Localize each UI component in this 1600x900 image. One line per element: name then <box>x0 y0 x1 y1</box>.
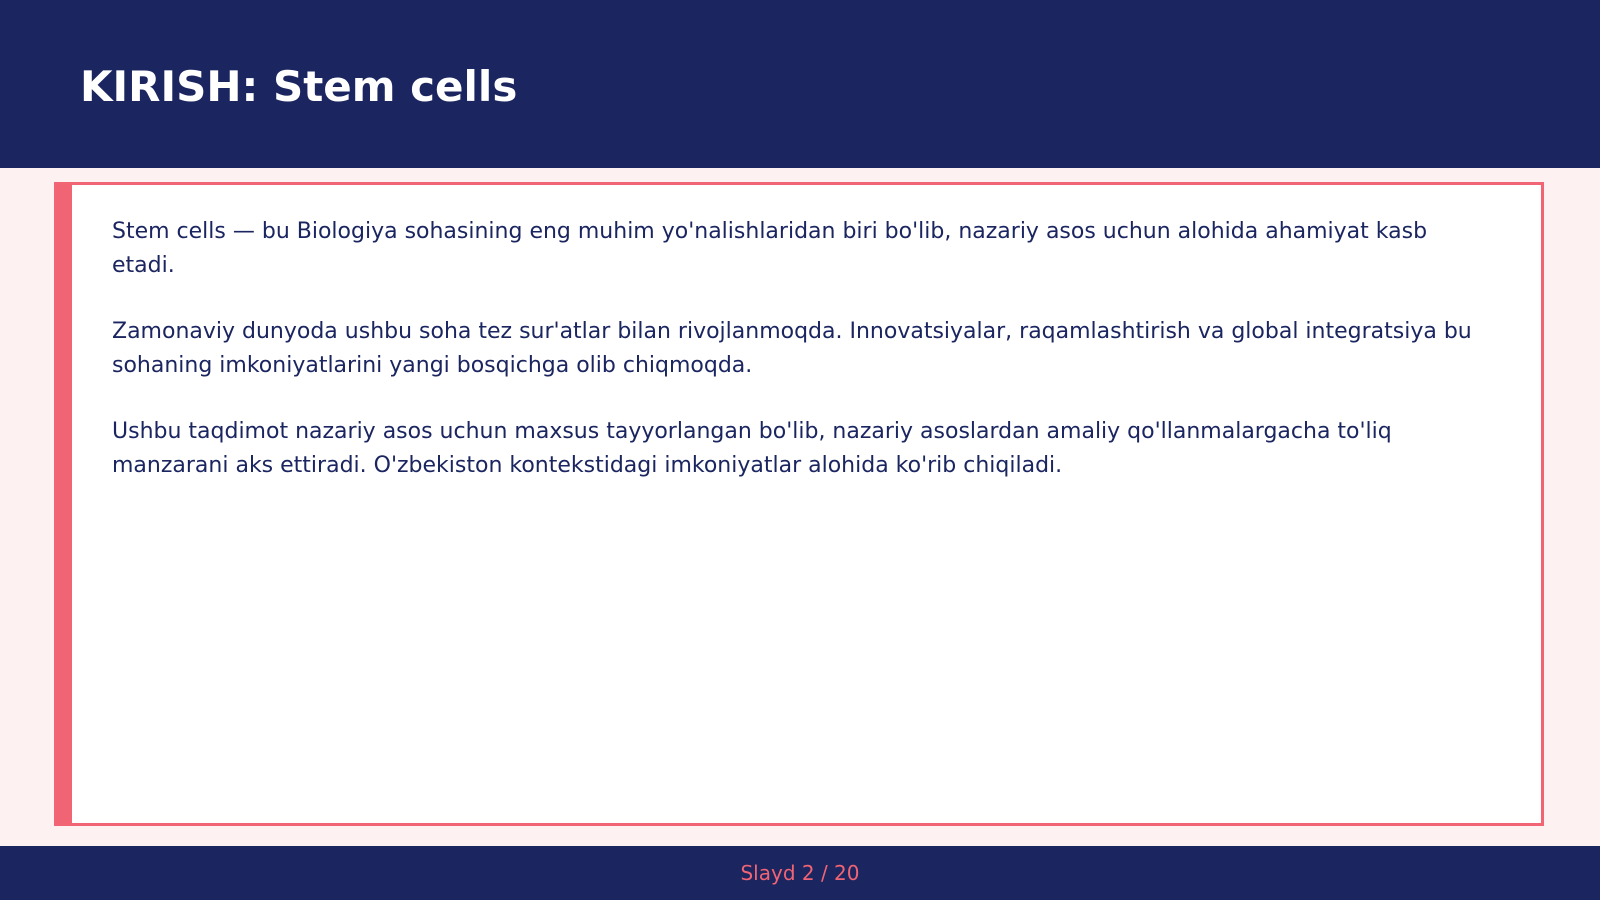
slide-header <box>0 0 1600 168</box>
paragraph-presentation-scope: Ushbu taqdimot nazariy asos uchun maxsus tayyorlangan bo'lib, nazariy asoslardan amaliy qo'llanmalargacha to'liq manzarani aks ettiradi. O'zbekiston kontekstidagi imkoniyatlar alohida ko'rib chiqiladi. <box>112 419 1392 478</box>
paragraph-modern-world: Zamonaviy dunyoda ushbu soha tez sur'atlar bilan rivojlanmoqda. Innovatsiyalar, raqamlashtirish va global integratsiya bu sohaning imkoniyatlarini yangi bosqichga olib chiqmoqda. <box>112 319 1472 378</box>
slide-title: KIRISH: Stem cells <box>80 62 518 111</box>
content-text <box>112 215 1489 515</box>
paragraph-intro: Stem cells — bu Biologiya sohasining eng muhim yo'nalishlaridan biri bo'lib, nazariy asos uchun alohida ahamiyat kasb etadi. <box>112 219 1428 278</box>
slide-counter: Slayd 2 / 20 <box>740 861 860 885</box>
content-card <box>54 182 1544 826</box>
slide-footer <box>0 846 1600 900</box>
